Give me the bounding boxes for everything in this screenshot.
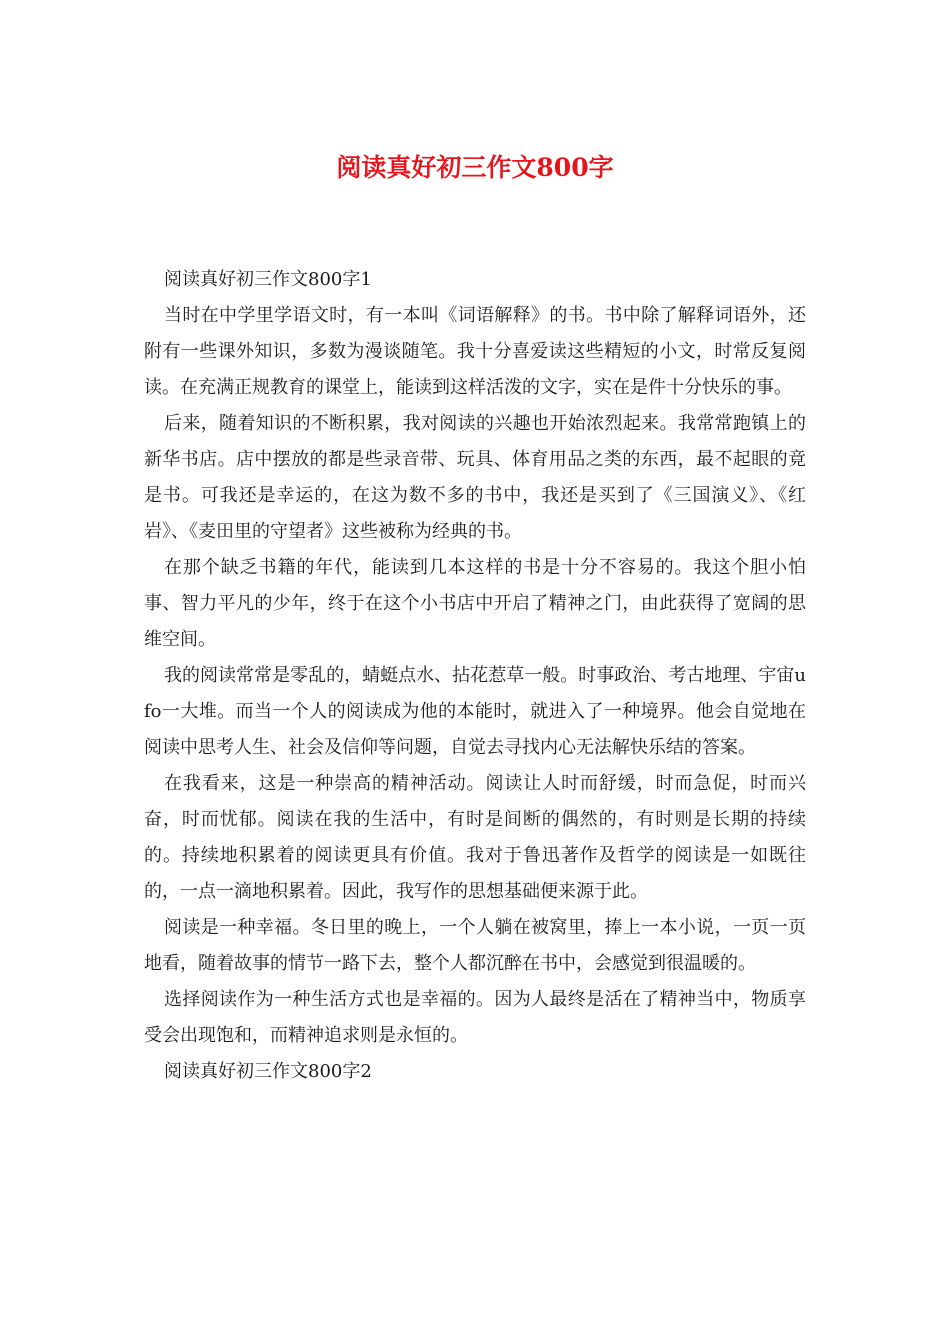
document-title: 阅读真好初三作文800字: [336, 153, 614, 182]
paragraph: 当时在中学里学语文时，有一本叫《词语解释》的书。书中除了解释词语外，还附有一些课外知识，多数为漫谈随笔。我十分喜爱读这些精短的小文，时常反复阅读。在充满正规教育的课堂上，能读到这样活泼的文字，实在是件十分快乐的事。: [144, 305, 806, 398]
paragraph: 阅读是一种幸福。冬日里的晚上，一个人躺在被窝里，捧上一本小说，一页一页地看，随着故事的情节一路下去，整个人都沉醉在书中，会感觉到很温暖的。: [144, 917, 806, 974]
paragraph: 在我看来，这是一种崇高的精神活动。阅读让人时而舒缓，时而急促，时而兴奋，时而忧郁。阅读在我的生活中，有时是间断的偶然的，有时则是长期的持续的。持续地积累着的阅读更具有价值。我对于鲁迅著作及哲学的阅读是一如既往的，一点一滴地积累着。因此，我写作的思想基础便来源于此。: [144, 773, 806, 902]
paragraph: 在那个缺乏书籍的年代，能读到几本这样的书是十分不容易的。我这个胆小怕事、智力平凡的少年，终于在这个小书店中开启了精神之门，由此获得了宽阔的思维空间。: [144, 557, 806, 650]
paragraph-section-heading-1: 阅读真好初三作文800字1: [164, 269, 372, 290]
document-body: [144, 262, 806, 1090]
paragraph-section-heading-2: 阅读真好初三作文800字2: [164, 1061, 372, 1082]
paragraph: 我的阅读常常是零乱的，蜻蜓点水、拈花惹草一般。时事政治、考古地理、宇宙ufo一大堆。而当一个人的阅读成为他的本能时，就进入了一种境界。他会自觉地在阅读中思考人生、社会及信仰等问题，自觉去寻找内心无法解快乐结的答案。: [144, 665, 806, 758]
paragraph: 后来，随着知识的不断积累，我对阅读的兴趣也开始浓烈起来。我常常跑镇上的新华书店。店中摆放的都是些录音带、玩具、体育用品之类的东西，最不起眼的竟是书。可我还是幸运的，在这为数不多的书中，我还是买到了《三国演义》、《红岩》、《麦田里的守望者》这些被称为经典的书。: [144, 413, 806, 542]
paragraph: 选择阅读作为一种生活方式也是幸福的。因为人最终是活在了精神当中，物质享受会出现饱和，而精神追求则是永恒的。: [144, 989, 806, 1046]
